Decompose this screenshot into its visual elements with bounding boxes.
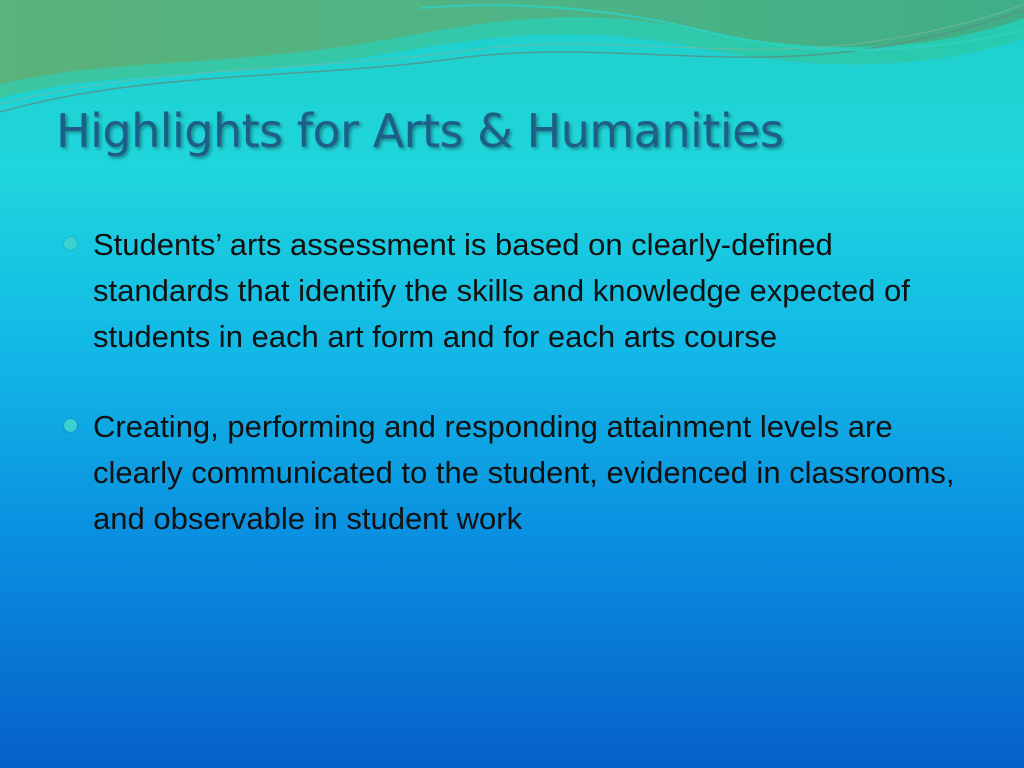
bullet-text: Creating, performing and responding attainment levels are clearly communicated to the student, evidenced in classrooms, and observable in student work [93, 409, 955, 536]
bullet-item [60, 222, 970, 360]
bullet-dot-icon [64, 237, 77, 250]
bullet-text: Students’ arts assessment is based on clearly-defined standards that identify the skills and knowledge expected of students in each art form and for each arts course [93, 227, 910, 354]
bullet-item [60, 404, 970, 542]
bullet-list [60, 222, 970, 542]
bullet-dot-icon [64, 419, 77, 432]
slide-title: Highlights for Arts & Humanities [56, 104, 784, 158]
